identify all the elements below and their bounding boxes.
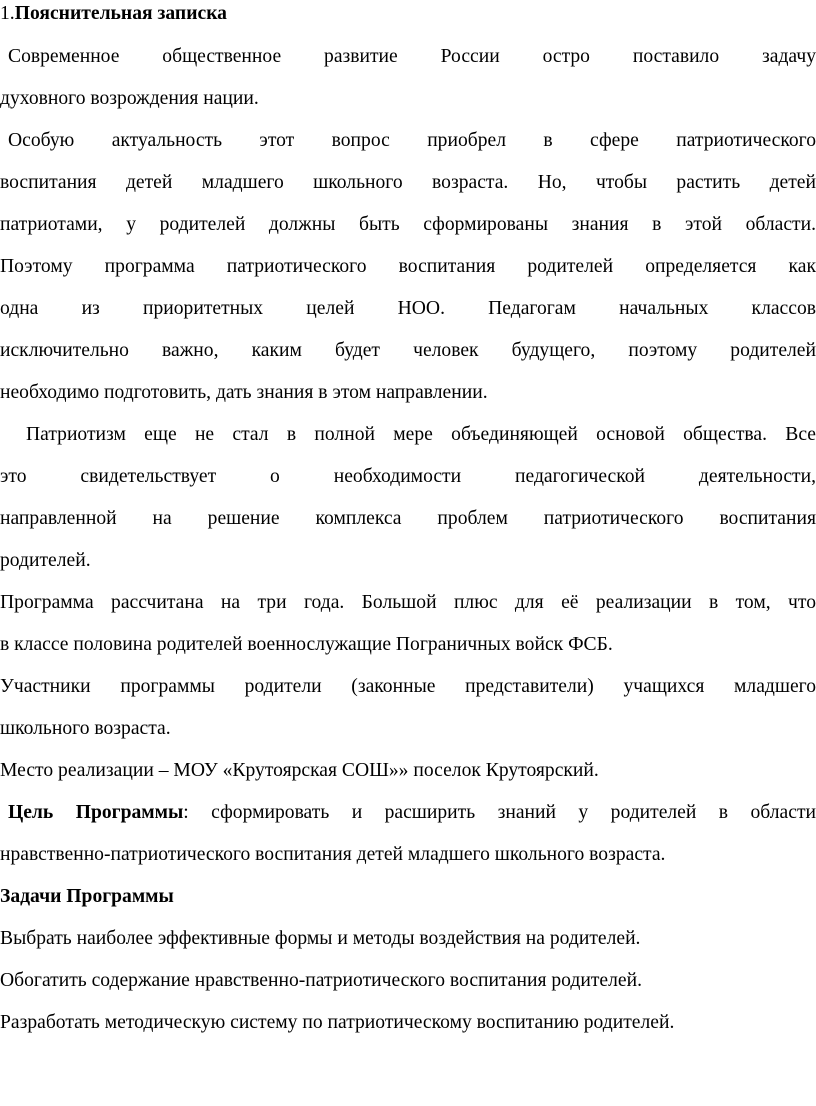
- paragraph-line: направленной на решение комплекса проблем патриотического воспитания: [0, 508, 816, 529]
- paragraph-line: духовного возрождения нации.: [0, 88, 259, 109]
- task-item: Обогатить содержание нравственно-патриотического воспитания родителей.: [0, 970, 642, 991]
- paragraph-line: нравственно-патриотического воспитания детей младшего школьного возраста.: [0, 844, 666, 865]
- section-number: 1.: [0, 3, 15, 24]
- goal-text: сформировать и расширить знаний у родителей в области: [188, 802, 816, 823]
- section-heading: [0, 3, 816, 25]
- paragraph-line: воспитания детей младшего школьного возраста. Но, чтобы растить детей: [0, 172, 816, 193]
- paragraph-line: Патриотизм еще не стал в полной мере объединяющей основой общества. Все: [26, 424, 816, 445]
- paragraph-line: одна из приоритетных целей НОО. Педагогам начальных классов: [0, 298, 816, 319]
- task-item: Выбрать наиболее эффективные формы и методы воздействия на родителей.: [0, 928, 641, 949]
- section-title: Пояснительная записка: [14, 3, 227, 24]
- paragraph-line: в классе половина родителей военнослужащие Пограничных войск ФСБ.: [0, 634, 613, 655]
- paragraph-line: Участники программы родители (законные представители) учащихся младшего: [0, 676, 816, 697]
- paragraph-line: Особую актуальность этот вопрос приобрел в сфере патриотического: [8, 130, 816, 151]
- paragraph-line: школьного возраста.: [0, 718, 171, 739]
- tasks-heading: Задачи Программы: [0, 886, 174, 907]
- paragraph-line: Поэтому программа патриотического воспитания родителей определяется как: [0, 256, 816, 277]
- paragraph-line: это свидетельствует о необходимости педагогической деятельности,: [0, 466, 816, 487]
- paragraph-line: родителей.: [0, 550, 91, 571]
- task-item: Разработать методическую систему по патриотическому воспитанию родителей.: [0, 1012, 675, 1033]
- paragraph-line: исключительно важно, каким будет человек будущего, поэтому родителей: [0, 340, 816, 361]
- paragraph-line: необходимо подготовить, дать знания в этом направлении.: [0, 382, 488, 403]
- goal-label: Цель Программы: [8, 802, 184, 823]
- paragraph-line: патриотами, у родителей должны быть сформированы знания в этой области.: [0, 214, 816, 235]
- paragraph-line: Место реализации – МОУ «Крутоярская СОШ»» поселок Крутоярский.: [0, 760, 599, 781]
- goal-colon: :: [183, 802, 189, 823]
- goal-line: [8, 802, 816, 824]
- paragraph-line: Программа рассчитана на три года. Большой плюс для её реализации в том, что: [0, 592, 816, 613]
- paragraph-line: Современное общественное развитие России остро поставило задачу: [8, 46, 816, 67]
